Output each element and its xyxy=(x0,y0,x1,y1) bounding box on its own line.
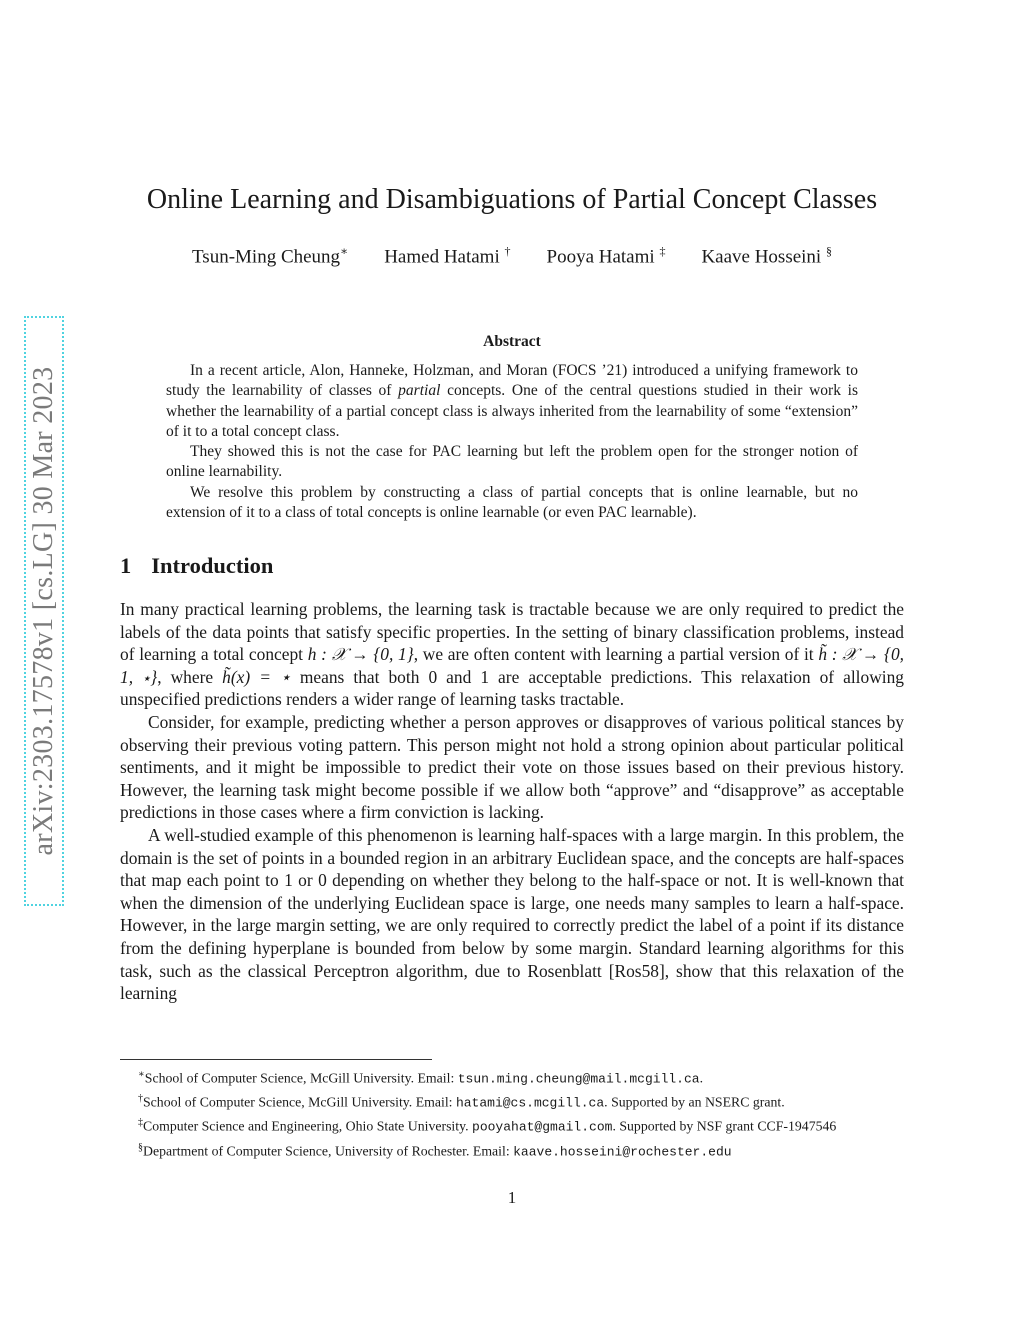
body-text: means that both 0 and 1 are acceptable predictions. This relaxation of allowing unspecified predictions renders a wider range of learning tasks tractable. xyxy=(120,666,904,710)
body-paragraph: Consider, for example, predicting whether a person approves or disapproves of various political stances by observing their previous voting pattern. This person might not hold a strong opinion about particular political sentiments, and it might be impossible to predict their vote on those issues based on their previous history. However, the learning task might become possible if we allow both “approve” and “disapprove” as acceptable predictions in those cases where a firm conviction is lacking. xyxy=(120,711,904,823)
footnote-divider xyxy=(120,1059,432,1060)
footnote-mark: ‡ xyxy=(138,1117,143,1129)
author-4 xyxy=(701,244,832,268)
footnote-text: Department of Computer Science, University of Rochester. Email: xyxy=(143,1143,514,1159)
footnote-text: Computer Science and Engineering, Ohio State University. xyxy=(143,1118,473,1134)
footnotes xyxy=(120,1065,904,1162)
page-number: 1 xyxy=(507,1188,517,1207)
author-2 xyxy=(384,244,510,268)
author-name: Tsun-Ming Cheung xyxy=(192,246,341,268)
section-heading xyxy=(120,553,273,579)
math-expression: h̃(x) = ⋆ xyxy=(222,666,291,687)
author-name: Kaave Hosseini xyxy=(701,246,822,268)
abstract-paragraph: We resolve this problem by constructing a class of partial concepts that is online learnable, but no extension of it to a class of total concepts is online learnable (or even PAC learnable). xyxy=(166,483,858,522)
section-number: 1 xyxy=(120,553,132,578)
math-expression: h̃ : 𝒳 → {0, 1, ⋆} xyxy=(120,644,904,687)
author-mark: § xyxy=(825,244,832,258)
footnote-text: School of Computer Science, McGill University. Email: xyxy=(144,1070,458,1086)
body-paragraph: A well-studied example of this phenomenon is learning half-spaces with a large margin. In this problem, the domain is the set of points in a bounded region in an arbitrary Euclidean space, and the concepts are half-spaces that map each point to 1 or 0 depending on whether they belong to the half-space or not. It is well-known that when the dimension of the underlying Euclidean space is large, one needs many samples to learn a half-space. However, in the large margin setting, we are only required to correctly predict the label of a point if its distance from the defining hyperplane is bounded from below by some margin. Standard learning algorithms for this task, such as the classical Perceptron algorithm, due to Rosenblatt [Ros58], show that this relaxation of the learning xyxy=(120,824,904,1004)
footnote xyxy=(120,1065,904,1089)
abstract-text: In a recent article, Alon, Hanneke, Holzman, and Moran (FOCS ’21) introduced a unifying framework to study the learnability of classes of xyxy=(166,362,858,400)
author-mark: ∗ xyxy=(340,244,349,258)
footnote-email[interactable]: hatami@cs.mcgill.ca xyxy=(455,1095,605,1111)
abstract-emphasis: partial xyxy=(398,382,441,400)
author-mark: † xyxy=(504,244,511,258)
author-name: Pooya Hatami xyxy=(546,246,655,268)
author-1 xyxy=(192,244,348,268)
author-mark: ‡ xyxy=(659,244,666,258)
footnote-text: School of Computer Science, McGill University. Email: xyxy=(143,1094,456,1110)
abstract-paragraph: They showed this is not the case for PAC learning but left the problem open for the stronger notion of online learnability. xyxy=(166,443,858,481)
body-text: In many practical learning problems, the learning task is tractable because we are only required to predict the labels of the data points that satisfy specific properties. In the setting of binary classification problems, instead of learning a total concept xyxy=(120,599,904,665)
footnote xyxy=(120,1089,904,1113)
footnote-text: . xyxy=(699,1070,704,1086)
footnote xyxy=(120,1138,904,1162)
author-3 xyxy=(547,244,666,268)
abstract-heading: Abstract xyxy=(483,333,541,350)
body-text: , where xyxy=(157,666,223,687)
author-name: Hamed Hatami xyxy=(384,246,500,268)
footnote-text: . Supported by an NSERC grant. xyxy=(604,1094,785,1110)
abstract-text: concepts. One of the central questions studied in their work is whether the learnability of a partial concept class is always inherited from the learnability of some “extension” of it to a total concept class. xyxy=(166,382,858,440)
section-title: Introduction xyxy=(151,553,274,578)
body-paragraph xyxy=(120,598,904,711)
footnote-text: . Supported by NSF grant CCF-1947546 xyxy=(612,1118,837,1134)
body-text: , we are often content with learning a partial version of it xyxy=(413,644,819,665)
footnote-email[interactable]: kaave.hosseini@rochester.edu xyxy=(513,1144,732,1160)
abstract-body xyxy=(166,361,858,523)
paper-title: Online Learning and Disambiguations of Partial Concept Classes xyxy=(146,184,878,215)
abstract-paragraph xyxy=(166,361,858,442)
author-list xyxy=(0,244,1024,268)
math-expression: h : 𝒳 → {0, 1} xyxy=(307,644,414,665)
footnote xyxy=(120,1113,904,1137)
footnote-mark: § xyxy=(138,1141,143,1153)
introduction-body xyxy=(120,598,904,1005)
footnote-mark: † xyxy=(138,1093,143,1105)
footnote-mark: ∗ xyxy=(138,1069,145,1080)
footnote-email[interactable]: tsun.ming.cheung@mail.mcgill.ca xyxy=(457,1071,700,1087)
footnote-email[interactable]: pooyahat@gmail.com xyxy=(472,1119,613,1135)
arxiv-identifier: arXiv:2303.17578v1 [cs.LG] 30 Mar 2023 xyxy=(28,366,59,856)
arxiv-stamp xyxy=(24,316,64,906)
